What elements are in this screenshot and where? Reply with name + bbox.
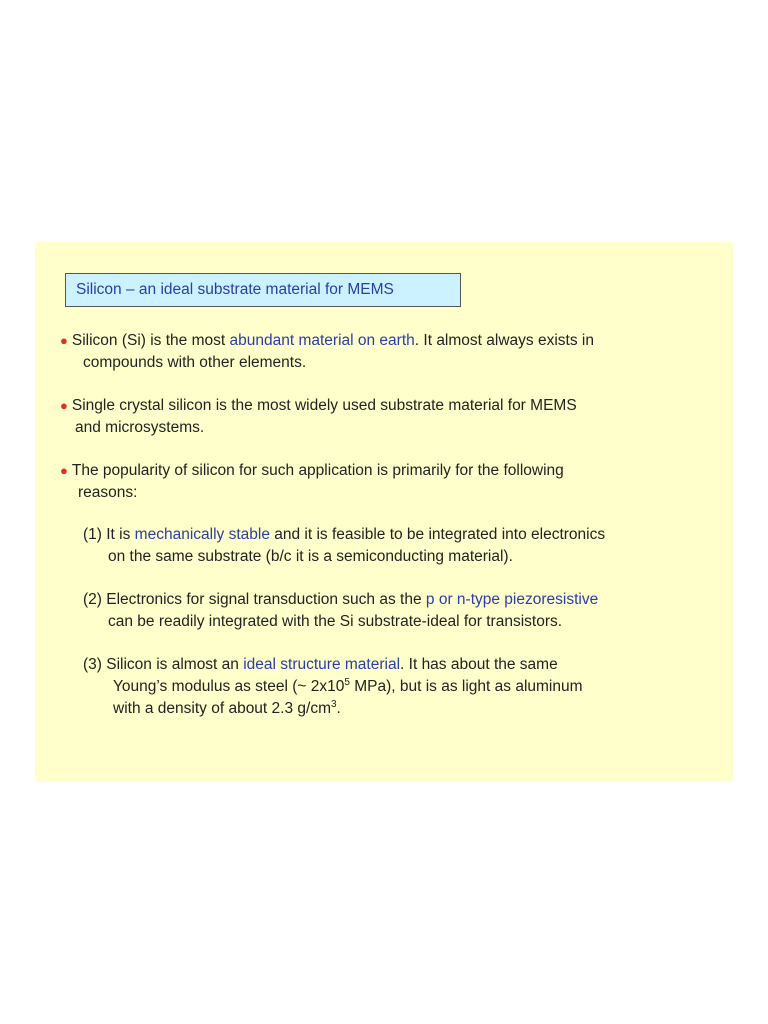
- reason-1-text-end: and it is feasible to be integrated into electronics: [269, 526, 606, 543]
- reason-3-highlight: ideal structure material: [243, 656, 401, 673]
- exponent: 5: [344, 677, 350, 688]
- bullet-dot-icon: ●: [60, 463, 68, 478]
- reason-2-text: (2) Electronics for signal transduction such as the: [83, 591, 426, 608]
- bullet-2-line-1: [60, 395, 577, 417]
- reason-3-line-3-text: with a density of about 2.3 g/cm: [113, 700, 331, 717]
- reason-3-line-2: [113, 676, 583, 698]
- bullet-1-highlight: abundant material on earth: [229, 332, 415, 349]
- reason-3-line-1: [83, 654, 558, 676]
- bullet-1-text-end: . It almost always exists in: [414, 332, 594, 349]
- reason-1-highlight: mechanically stable: [134, 526, 270, 543]
- reason-3-text-end: . It has about the same: [400, 656, 558, 673]
- bullet-1-line-1: [60, 330, 594, 352]
- reason-3-line-2-text: Young’s modulus as steel (~ 2x10: [113, 678, 345, 695]
- bullet-3-line-2: reasons:: [78, 484, 138, 501]
- reason-2-line-2: can be readily integrated with the Si substrate-ideal for transistors.: [108, 613, 563, 630]
- reason-1-line-2: on the same substrate (b/c it is a semiconducting material).: [108, 548, 513, 565]
- bullet-1-line-2: compounds with other elements.: [83, 354, 307, 371]
- slide-title: Silicon – an ideal substrate material for MEMS: [65, 273, 461, 307]
- reason-3-text: (3) Silicon is almost an: [83, 656, 244, 673]
- reason-3-line-3-text-end: .: [336, 700, 341, 717]
- reason-2-line-1: [83, 589, 598, 611]
- slide-panel: [35, 242, 733, 782]
- bullet-1-text: Silicon (Si) is the most: [71, 332, 230, 349]
- bullet-dot-icon: ●: [60, 333, 68, 348]
- exponent: 3: [330, 699, 337, 710]
- bullet-3-text: The popularity of silicon for such application is primarily for the following: [71, 462, 564, 479]
- reason-3-line-3: [113, 698, 341, 720]
- reason-3-line-2-text-end: MPa), but is as light as aluminum: [349, 678, 583, 695]
- reason-1-line-1: [83, 524, 605, 546]
- reason-1-text: (1) It is: [83, 526, 135, 543]
- bullet-3-line-1: [60, 460, 564, 482]
- bullet-2-text: Single crystal silicon is the most widely used substrate material for MEMS: [71, 397, 577, 414]
- reason-2-highlight: p or n-type piezoresistive: [425, 591, 599, 608]
- bullet-dot-icon: ●: [60, 398, 68, 413]
- bullet-2-line-2: and microsystems.: [75, 419, 205, 436]
